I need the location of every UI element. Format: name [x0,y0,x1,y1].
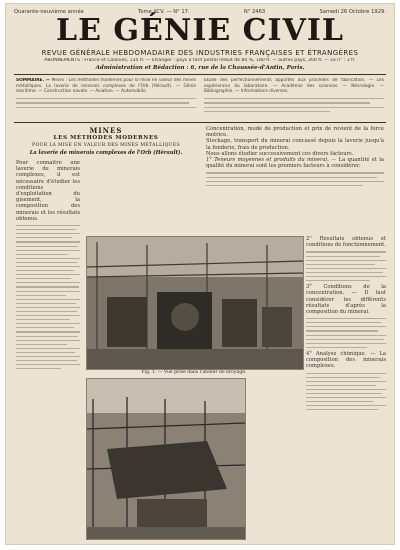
figure-2-photo [86,378,246,540]
article-title: La laverie de minerais complexes de l'Orb (Hérault). [29,150,183,156]
administration-line: Administration et Rédaction : 6, rue de la Chaussée-d'Antin, Paris. [95,65,305,71]
section-1-text: La quantité et la qualité du minerai sont les premiers facteurs à considérer. [206,157,384,170]
article-right-top [206,126,384,236]
summary-col2-text: Etude des perfectionnements apportés aux procédés de fabrication. — Les expériences du laboratoire. — Académie des sciences. — Nécrologie. — Bibliographie. — Informations diverses. [204,78,384,95]
section-1-heading: 1° Teneurs moyennes et produits du minerai. — [206,157,337,164]
section-2-text: 2° Résultats obtenus et conditions de fonctionnement. [306,236,386,249]
section-3-text: 3° Conditions de la concentration. — Il faut considérer les différents résultats d'après la composition du minerai. [306,284,386,315]
article-right-lower [306,236,386,538]
summary-col-2 [204,78,384,120]
right-para-3: Nous allons étudier successivement ces divers facteurs. [206,150,354,157]
tome-label: Tome XCV. — N° 17. [138,8,190,15]
masthead-subtitle: REVUE GÉNÉRALE HEBDOMADAIRE DES INDUSTRIES FRANÇAISES ET ÉTRANGÈRES [41,49,359,57]
washing-plant-illustration [87,379,245,539]
figure-1-photo [86,236,304,370]
crushing-workshop-illustration [87,237,303,369]
newspaper-page [6,4,394,544]
summary-rule [14,122,386,123]
summary-label: SOMMAIRE. — [16,78,51,83]
summary-col-1 [16,78,196,120]
article-left-column [16,160,80,540]
section-rubric: MINES [89,126,123,135]
summary-col1-lines [16,98,196,108]
header-rule [14,74,386,75]
year-label: Quarante-neuvième année [14,8,84,15]
summary-col1-text: Mines : Les méthodes modernes pour la mise en valeur des mines métalliques. La laverie de minerais complexes de l'Orb (Hérault). — Génie maritime. — Construction navale. — Aviation. — Automobile. [16,78,196,95]
right-para-2: Stockage, transport du minerai concassé depuis la laverie jusqu'à la fonderie, frais de production. [206,138,384,151]
right-intro: Concentration, mode de production et prix de revient de la force motrice. [206,126,384,139]
summary-col2-lines [204,98,384,112]
figure-1-caption: Fig. 1. — Vue prise dans l'atelier de broyage. [141,370,247,375]
section-title: LES MÉTHODES MODERNES [53,135,159,141]
issue-number: N° 2463 [243,8,266,15]
section-4-text: 4° Analyse chimique. — La composition des minerais complexes. [306,350,386,370]
article-intro: Pour connaître une laverie de minerais complexes, il est nécessaire d'étudier les conditions d'exploitation du gisement, la composition des minerais et les résultats obtenus. [16,160,80,222]
section-subtitle: POUR LA MISE EN VALEUR DES MINES MÉTALLIQUES [32,143,180,148]
summary-block [16,78,384,120]
subscription-line: ABONNEMENTS : France et Colonies, 135 fr. — Étranger : pays à tarif postal réduit de 80 %, 180 fr. — autres pays, 200 fr. — Le n° : 3 fr. [44,58,356,63]
issue-date: Samedi 26 Octobre 1929. [319,8,386,15]
masthead-title: LE GÉNIE CIVIL [56,13,344,48]
